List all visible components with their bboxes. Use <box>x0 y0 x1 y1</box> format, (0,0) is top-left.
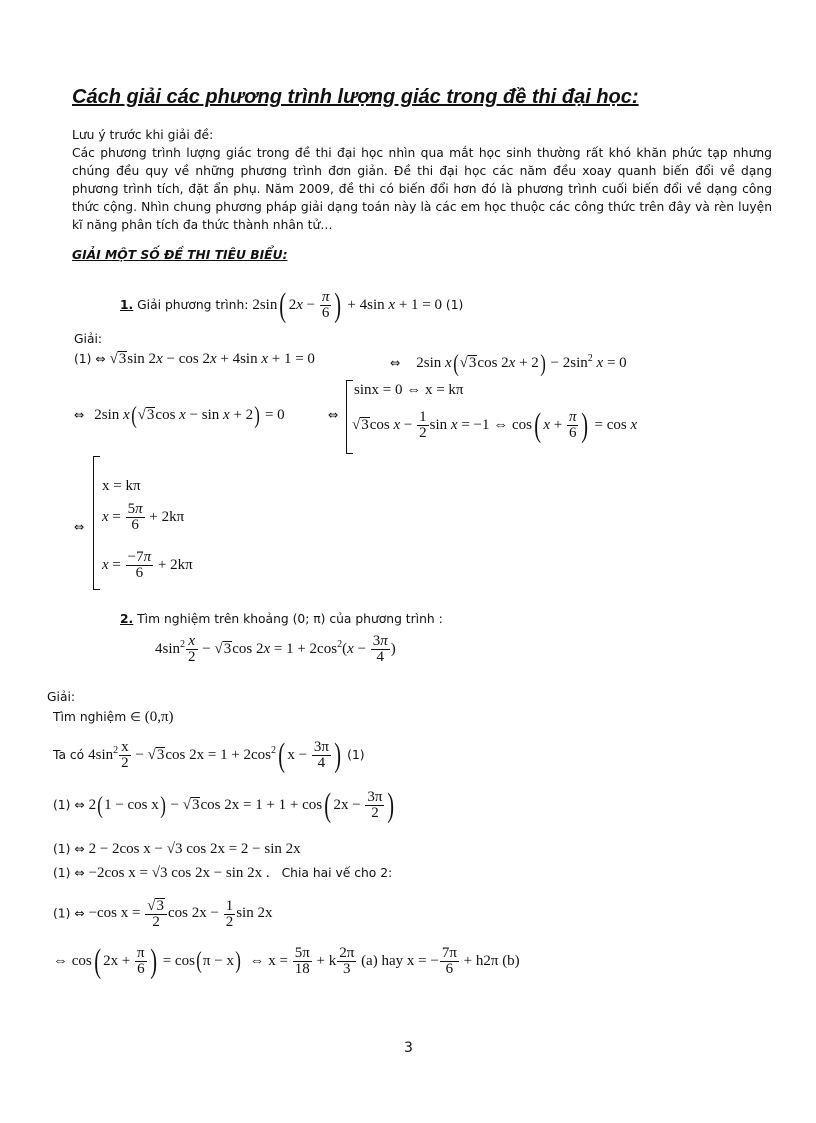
problem2-line5 <box>53 898 272 930</box>
taco-expr: $4\sin^2$ $\frac{x}{2}$ − √3cos $2x = 1 + 2\cos^2$( x − $\frac{3\pi}{4}$ ) <box>88 736 341 774</box>
l1-prefix: (1) ⇔ <box>53 797 85 812</box>
step1-expr: √3sin 2x − cos 2x + 4sin x + 1 = 0 <box>109 351 315 367</box>
problem1-statement <box>120 286 464 324</box>
case-cos: √3cos x − $\frac{1}{2}$ sin x = −1 ⇔ cos( x + $\frac{\pi}{6}$ ) = cos x <box>352 406 638 444</box>
problem2-prompt: Tìm nghiệm trên khoảng (0; π) của phương trình : <box>137 612 443 626</box>
problem2-line3 <box>53 840 301 858</box>
problem1-step1b <box>390 350 627 377</box>
answers-equiv: ⇔ <box>74 520 85 534</box>
problem2-number: 2. <box>120 612 134 626</box>
l4-prefix: (1) ⇔ <box>53 866 85 880</box>
problem2-final: ⇔ cos( 2x + $\frac{\pi}{6}$ ) = cos(π − x) ⇔ x = $\frac{5\pi}{18}$ + k $\frac{2\pi}{3}$ (a) hay x = − $\frac{7\pi}{6}$ + h2π (b) <box>53 942 520 980</box>
l5-expr: −cos x = $\frac{√3}{2}$ cos 2x − $\frac{1}{2}$ sin 2x <box>88 897 273 930</box>
problem1-step1 <box>74 350 315 368</box>
final-a: (a) <box>361 952 378 969</box>
find-text: Tìm nghiệm ∈ <box>53 710 141 724</box>
answer-3-tail: + 2kπ <box>157 556 193 573</box>
final-b: (b) <box>502 952 520 969</box>
taco-label: (1) <box>347 747 365 762</box>
step1-prefix: (1) ⇔ <box>74 352 106 366</box>
problem2-equation: $4\sin^2$ $\frac{x}{2}$ − √3cos $2x = 1 + 2\cos^2(x$ − $\frac{3\pi}{4}$ ) <box>155 633 396 665</box>
case-sinx: sinx = 0 ⇔ x = kπ <box>354 382 464 398</box>
l3-expr: 2 − 2cos x − √3 cos 2x = 2 − sin 2x <box>88 841 301 857</box>
l4-expr: −2cos x = √3 cos 2x − sin 2x . <box>88 865 270 881</box>
section-heading: GIẢI MỘT SỐ ĐỀ THI TIÊU BIỂU: <box>72 248 288 262</box>
step2-equiv2: ⇔ <box>328 408 339 422</box>
intro-paragraph: Các phương trình lượng giác trong đề thi đại học nhìn qua mắt học sinh thường rất khó khăn phức tạp nhưng chúng đều quy về những phương trình đơn giản. Đề thi đại học các năm đều xoay quanh biến đổi về dạng phương trình tích, đặt ẩn phụ. Năm 2009, đề thi có biến đổi hơn đó là phương trình cuối biến đổi về dạng công thức cộng. Nhìn chung phương pháp giải dạng toán này là các em học thuộc các công thức trên đây và rèn luyện kĩ năng phân tích đa thức thành nhân tử… <box>72 146 772 232</box>
step1b-equiv: ⇔ <box>390 356 401 370</box>
step2-expr: 2sin x(√3cos x − sin x + 2) = 0 <box>94 402 285 429</box>
problem1-step2 <box>74 402 285 429</box>
find-interval: (0,π) <box>144 709 174 725</box>
problem1-number: 1. <box>120 297 134 312</box>
problem2-line4 <box>53 864 392 882</box>
problem1-equation: 2sin( 2x − $\frac{\pi}{6}$ ) + 4sin x + 1 = 0 <box>252 286 442 324</box>
step2-equiv: ⇔ <box>74 408 85 422</box>
page-title: Cách giải các phương trình lượng giác trong đề thi đại học: <box>72 86 639 108</box>
problem1-prompt: Giải phương trình: <box>137 297 249 312</box>
intro-heading: Lưu ý trước khi giải đề: <box>72 128 214 142</box>
l1-expr: 2(1 − cos x) − √3cos 2x = 1 + 1 + cos( 2x − $\frac{3\pi}{2}$ ) <box>88 786 395 824</box>
final-conj: hay <box>381 952 404 969</box>
answer-3: x = $\frac{-7\pi}{6}$ + 2kπ <box>102 549 193 581</box>
problem2-solution-label: Giải: <box>47 690 76 704</box>
problem2-line1 <box>53 786 397 824</box>
answer-2: x = $\frac{5\pi}{6}$ + 2kπ <box>102 501 185 533</box>
page-number: 3 <box>404 1040 413 1056</box>
answer-1: x = kπ <box>102 478 141 494</box>
problem2-find <box>53 708 174 726</box>
intro-block <box>72 126 772 234</box>
answers-bracket <box>93 456 100 590</box>
l4-note: Chia hai vế cho 2: <box>281 866 393 880</box>
taco-text: Ta có <box>53 747 85 762</box>
l3-prefix: (1) ⇔ <box>53 842 85 856</box>
step1b-expr: 2sin x(√3cos $2x + 2) - 2\sin^2$ x = 0 <box>416 350 627 377</box>
problem2-statement <box>120 610 443 628</box>
answer-2-tail: + 2kπ <box>149 508 185 525</box>
problem1-label: (1) <box>445 297 464 312</box>
problem1-solution-label: Giải: <box>74 332 103 346</box>
problem2-line-taco <box>53 736 365 774</box>
l5-prefix: (1) ⇔ <box>53 906 85 921</box>
